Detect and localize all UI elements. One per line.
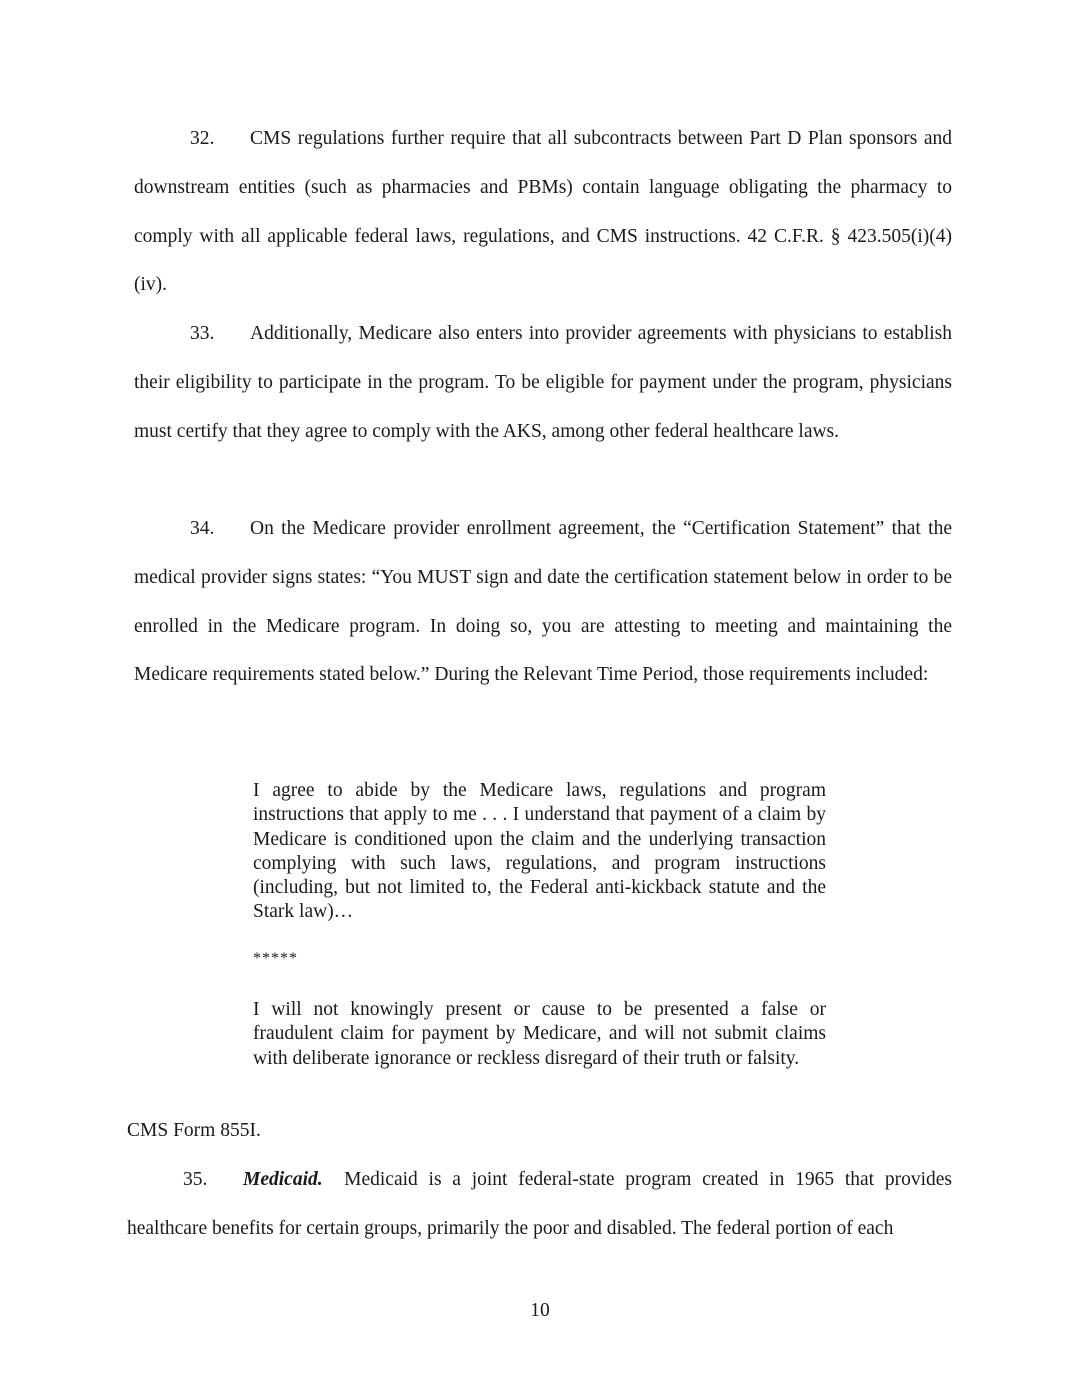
page-number: 10: [530, 1300, 550, 1321]
paragraph-number: 33.: [190, 323, 215, 344]
paragraph-text: Additionally, Medicare also enters into provider agreements with physicians to establish their eligibility to participate in the program. To be eligible for payment under the program, physicians must certify that they agree to comply with the AKS, among other federal healthcare laws.: [134, 323, 952, 442]
paragraph-32: [134, 115, 952, 310]
paragraph-number: 34.: [190, 518, 215, 539]
block-quote-part-1: I agree to abide by the Medicare laws, regulations and program instructions that apply to me . . . I understand that payment of a claim by Medicare is conditioned upon the claim and the underlying transaction complying with such laws, regulations, and program instructions (including, but not limited to, the Federal anti-kickback statute and the Stark law)…: [253, 780, 826, 923]
block-quote-separator: *****: [253, 950, 298, 967]
form-reference: CMS Form 855I.: [127, 1120, 261, 1141]
block-quote-part-2: I will not knowingly present or cause to be presented a false or fraudulent claim for payment by Medicare, and will not submit claims with deliberate ignorance or reckless disregard of their truth or falsity.: [253, 999, 826, 1069]
paragraph-35: [127, 1156, 952, 1254]
paragraph-heading: Medicaid.: [243, 1169, 323, 1190]
paragraph-number: 35.: [183, 1169, 208, 1190]
paragraph-text: On the Medicare provider enrollment agreement, the “Certification Statement” that the medical provider signs states: “You MUST sign and date the certification statement below in order to be enrolled in the Medicare program. In doing so, you are attesting to meeting and maintaining the Medicare requirements stated below.” During the Relevant Time Period, those requirements included:: [134, 518, 952, 686]
paragraph-34: [134, 505, 952, 700]
paragraph-33: [134, 310, 952, 456]
paragraph-number: 32.: [190, 128, 215, 149]
paragraph-text: Medicaid is a joint federal-state program created in 1965 that provides healthcare benefits for certain groups, primarily the poor and disabled. The federal portion of each: [127, 1169, 952, 1239]
paragraph-text: CMS regulations further require that all subcontracts between Part D Plan sponsors and downstream entities (such as pharmacies and PBMs) contain language obligating the pharmacy to comply with all applicable federal laws, regulations, and CMS instructions. 42 C.F.R. § 423.505(i)(4)(iv).: [134, 128, 952, 296]
